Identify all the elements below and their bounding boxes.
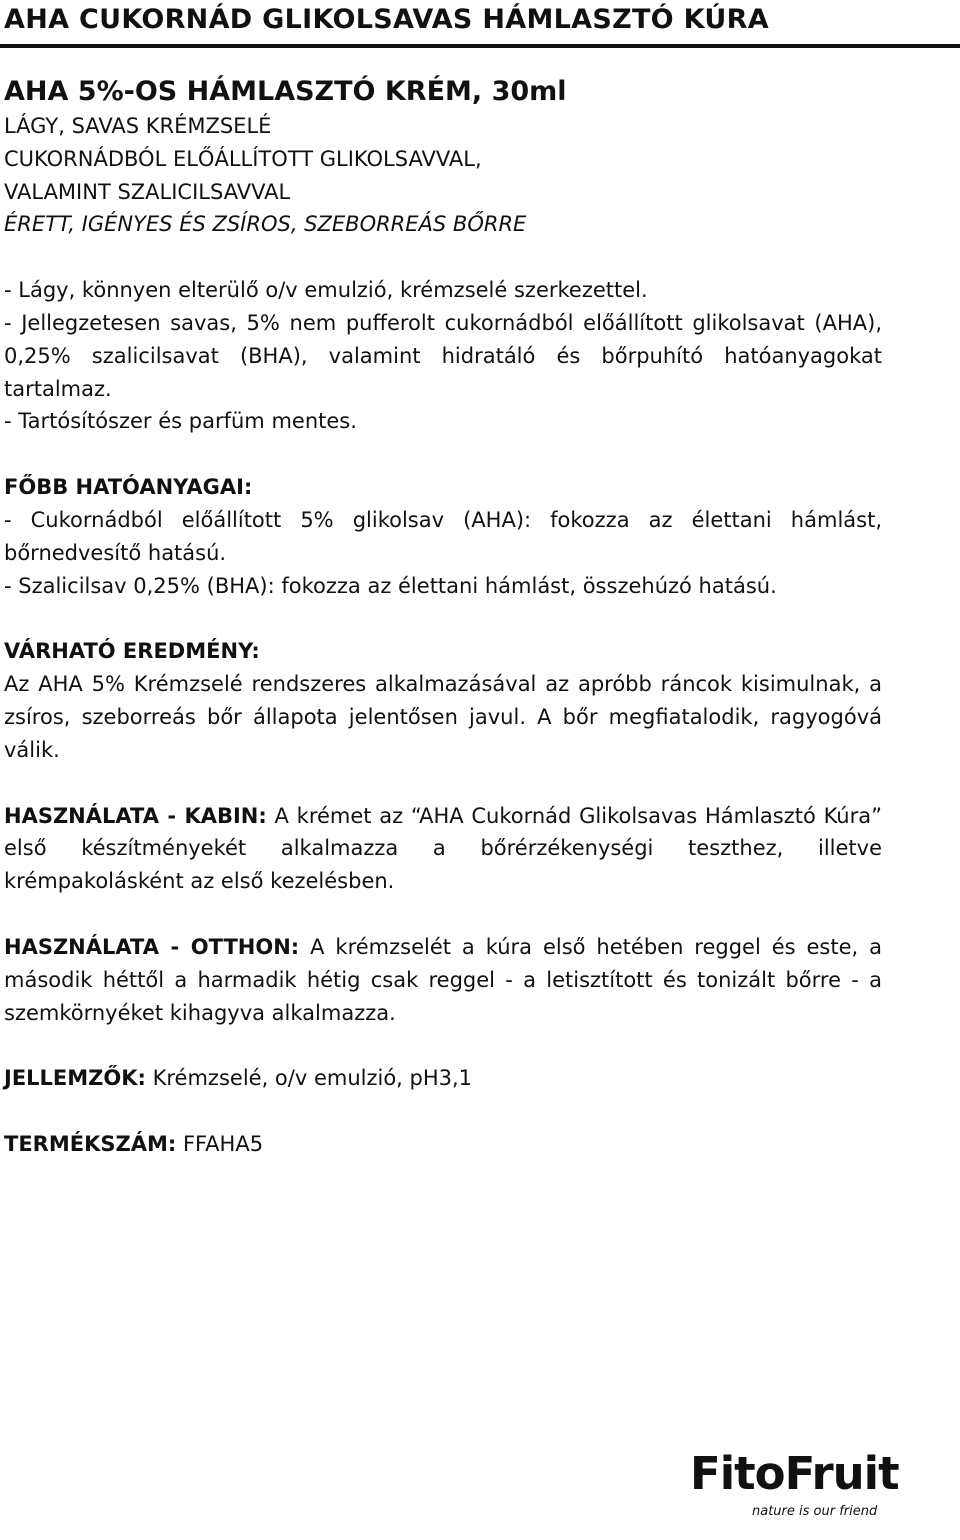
product-code-paragraph (4, 1128, 882, 1161)
ingredients-section (4, 471, 882, 602)
subtitle-line: LÁGY, SAVAS KRÉMZSELÉ (4, 114, 272, 138)
document-body (4, 74, 882, 1161)
description-item: - Jellegzetesen savas, 5% nem pufferolt cukornádból előállított glikolsavat (AHA), 0,25% szalicilsavat (BHA), valamint hidratáló és bőrpuhító hatóanyagokat tartalmaz. (4, 310, 882, 401)
description-item: - Lágy, könnyen elterülő o/v emulzió, krémzselé szerkezettel. (4, 278, 648, 303)
ingredient-item: - Szalicilsav 0,25% (BHA): fokozza az élettani hámlást, összehúzó hatású. (4, 573, 777, 598)
usage-home-section (4, 931, 882, 1029)
usage-home-paragraph (4, 931, 882, 1029)
page-title: AHA CUKORNÁD GLIKOLSAVAS HÁMLASZTÓ KÚRA (4, 4, 769, 35)
result-heading: VÁRHATÓ EREDMÉNY: (4, 639, 260, 664)
product-code-heading: TERMÉKSZÁM: (4, 1132, 177, 1157)
properties-heading: JELLEMZŐK: (4, 1066, 146, 1091)
fitofruit-logo (690, 1446, 899, 1532)
logo-wordmark: FitoFruit (690, 1447, 899, 1500)
properties-text: Krémzselé, o/v emulzió, pH3,1 (152, 1066, 473, 1091)
usage-cabin-text: A krémet az “AHA Cukornád Glikolsavas Hámlasztó Kúra” első készítményekét alkalmazza a bőrérzékenységi teszthez, illetve krémpakolásként az első kezelésben. (4, 803, 882, 894)
properties-paragraph (4, 1062, 882, 1095)
properties-section (4, 1062, 882, 1095)
usage-cabin-heading: HASZNÁLATA - KABIN: (4, 803, 267, 828)
result-text: Az AHA 5% Krémzselé rendszeres alkalmazásával az apróbb ráncok kisimulnak, a zsíros, szeborreás bőr állapota jelentősen javul. A bőr megfiatalodik, ragyogóvá válik. (4, 672, 882, 762)
subtitle-line: VALAMINT SZALICILSAVVAL (4, 179, 291, 204)
ingredients-heading: FŐBB HATÓANYAGAI: (4, 475, 253, 500)
usage-home-text: A krémzselét a kúra első hetében reggel és este, a második héttől a harmadik hétig csak reggel - a letisztított és tonizált bőrre - a szemkörnyéket kihagyva alkalmazza. (4, 934, 882, 1025)
title-divider (0, 44, 960, 48)
description-section (4, 274, 882, 438)
usage-cabin-section (4, 800, 882, 898)
product-name: AHA 5%-OS HÁMLASZTÓ KRÉM, 30ml (4, 76, 567, 107)
logo-tagline: nature is our friend (752, 1504, 878, 1519)
product-code-section (4, 1128, 882, 1161)
target-skin-line: ÉRETT, IGÉNYES ÉS ZSÍROS, SZEBORREÁS BŐRRE (4, 212, 527, 237)
description-item: - Tartósítószer és parfüm mentes. (4, 409, 357, 434)
usage-home-heading: HASZNÁLATA - OTTHON: (4, 934, 300, 959)
product-code-text: FFAHA5 (182, 1132, 264, 1157)
result-section (4, 635, 882, 766)
ingredient-item: - Cukornádból előállított 5% glikolsav (AHA): fokozza az élettani hámlást, bőrnedvesítő hatású. (4, 507, 882, 565)
usage-cabin-paragraph (4, 800, 882, 898)
subtitle-line: CUKORNÁDBÓL ELŐÁLLÍTOTT GLIKOLSAVVAL, (4, 146, 482, 171)
